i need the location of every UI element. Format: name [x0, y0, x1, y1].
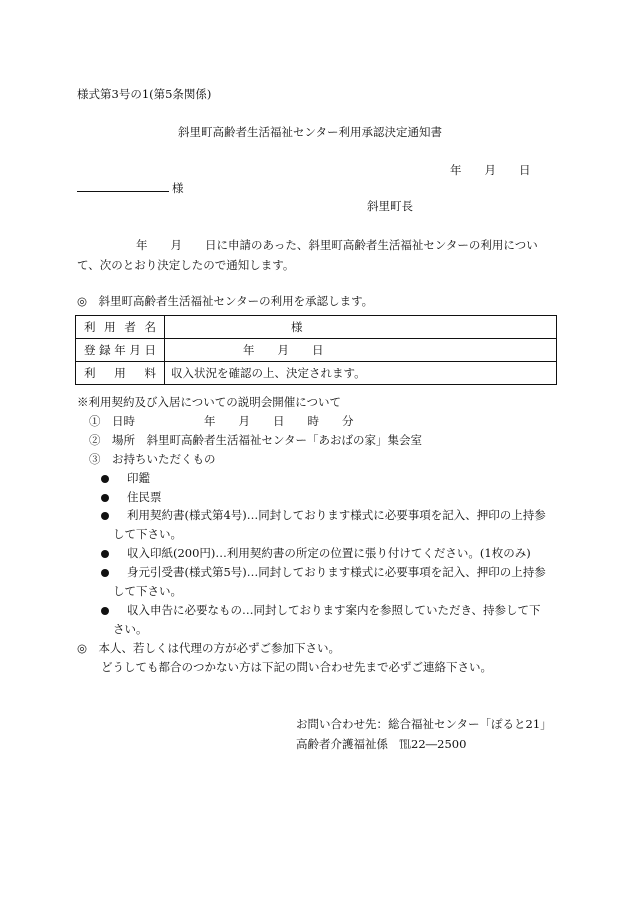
meeting-item-2: ② 場所 斜里町高齢者生活福祉センター「あおばの家」集会室 [89, 433, 423, 447]
document-title: 斜里町高齢者生活福祉センター利用承認決定通知書 [178, 125, 443, 139]
meeting-item-1: ① 日時 年 月 日 時 分 [89, 414, 354, 428]
table-value: 様 [165, 316, 557, 339]
list-item: 収入印紙(200円)…利用契約書の所定の位置に張り付けてください。(1枚のみ) [101, 545, 531, 561]
table-value: 年 月 日 [165, 339, 557, 362]
list-item-continuation: して下さい。 [113, 584, 182, 598]
table-row [76, 316, 557, 339]
list-item-continuation: して下さい。 [113, 527, 182, 541]
bullet-icon [101, 607, 109, 615]
meeting-heading: ※利用契約及び入居についての説明会開催について [77, 395, 342, 409]
list-item: 印鑑 [101, 470, 150, 486]
bullet-icon [101, 569, 109, 577]
table-row [76, 362, 557, 385]
list-item: 収入申告に必要なもの…同封しております案内を参照していただき、持参して下 [101, 602, 541, 618]
addressee-suffix: 様 [172, 181, 184, 195]
contact-line-1: お問い合わせ先：総合福祉センター「ぽると21」 [296, 717, 552, 731]
bullet-icon [101, 494, 109, 502]
list-item: 利用契約書(様式第4号)…同封しております様式に必要事項を記入、押印の上持参 [101, 507, 546, 523]
intro-line-1: 年 月 日に申請のあった、斜里町高齢者生活福祉センターの利用につい [136, 238, 538, 252]
sender: 斜里町長 [367, 199, 413, 213]
note-line-1: ◎ 本人、若しくは代理の方が必ずご参加下さい。 [77, 641, 341, 655]
bullet-icon [101, 550, 109, 558]
bullet-icon [101, 512, 109, 520]
form-number: 様式第3号の1(第5条関係) [77, 87, 212, 101]
list-item: 身元引受書(様式第5号)…同封しております様式に必要事項を記入、押印の上持参 [101, 564, 546, 580]
date-line: 年 月 日 [450, 163, 531, 177]
approval-table [75, 315, 557, 385]
table-label: 利 用 料 [76, 362, 165, 385]
meeting-item-3: ③ お持ちいただくもの [89, 452, 216, 466]
note-line-2: どうしても都合のつかない方は下記の問い合わせ先まで必ずご連絡下さい。 [101, 660, 492, 674]
table-label: 利用者名 [76, 316, 165, 339]
approval-statement: ◎ 斜里町高齢者生活福祉センターの利用を承認します。 [77, 294, 374, 308]
table-label: 登録年月日 [76, 339, 165, 362]
table-row [76, 339, 557, 362]
addressee-line [77, 178, 169, 192]
list-item-continuation: さい。 [113, 622, 148, 636]
contact-line-2: 高齢者介護福祉係 ℡22―2500 [296, 737, 467, 751]
intro-line-2: て、次のとおり決定したので通知します。 [77, 258, 295, 272]
table-value: 収入状況を確認の上、決定されます。 [165, 362, 557, 385]
bullet-icon [101, 475, 109, 483]
list-item: 住民票 [101, 489, 162, 505]
